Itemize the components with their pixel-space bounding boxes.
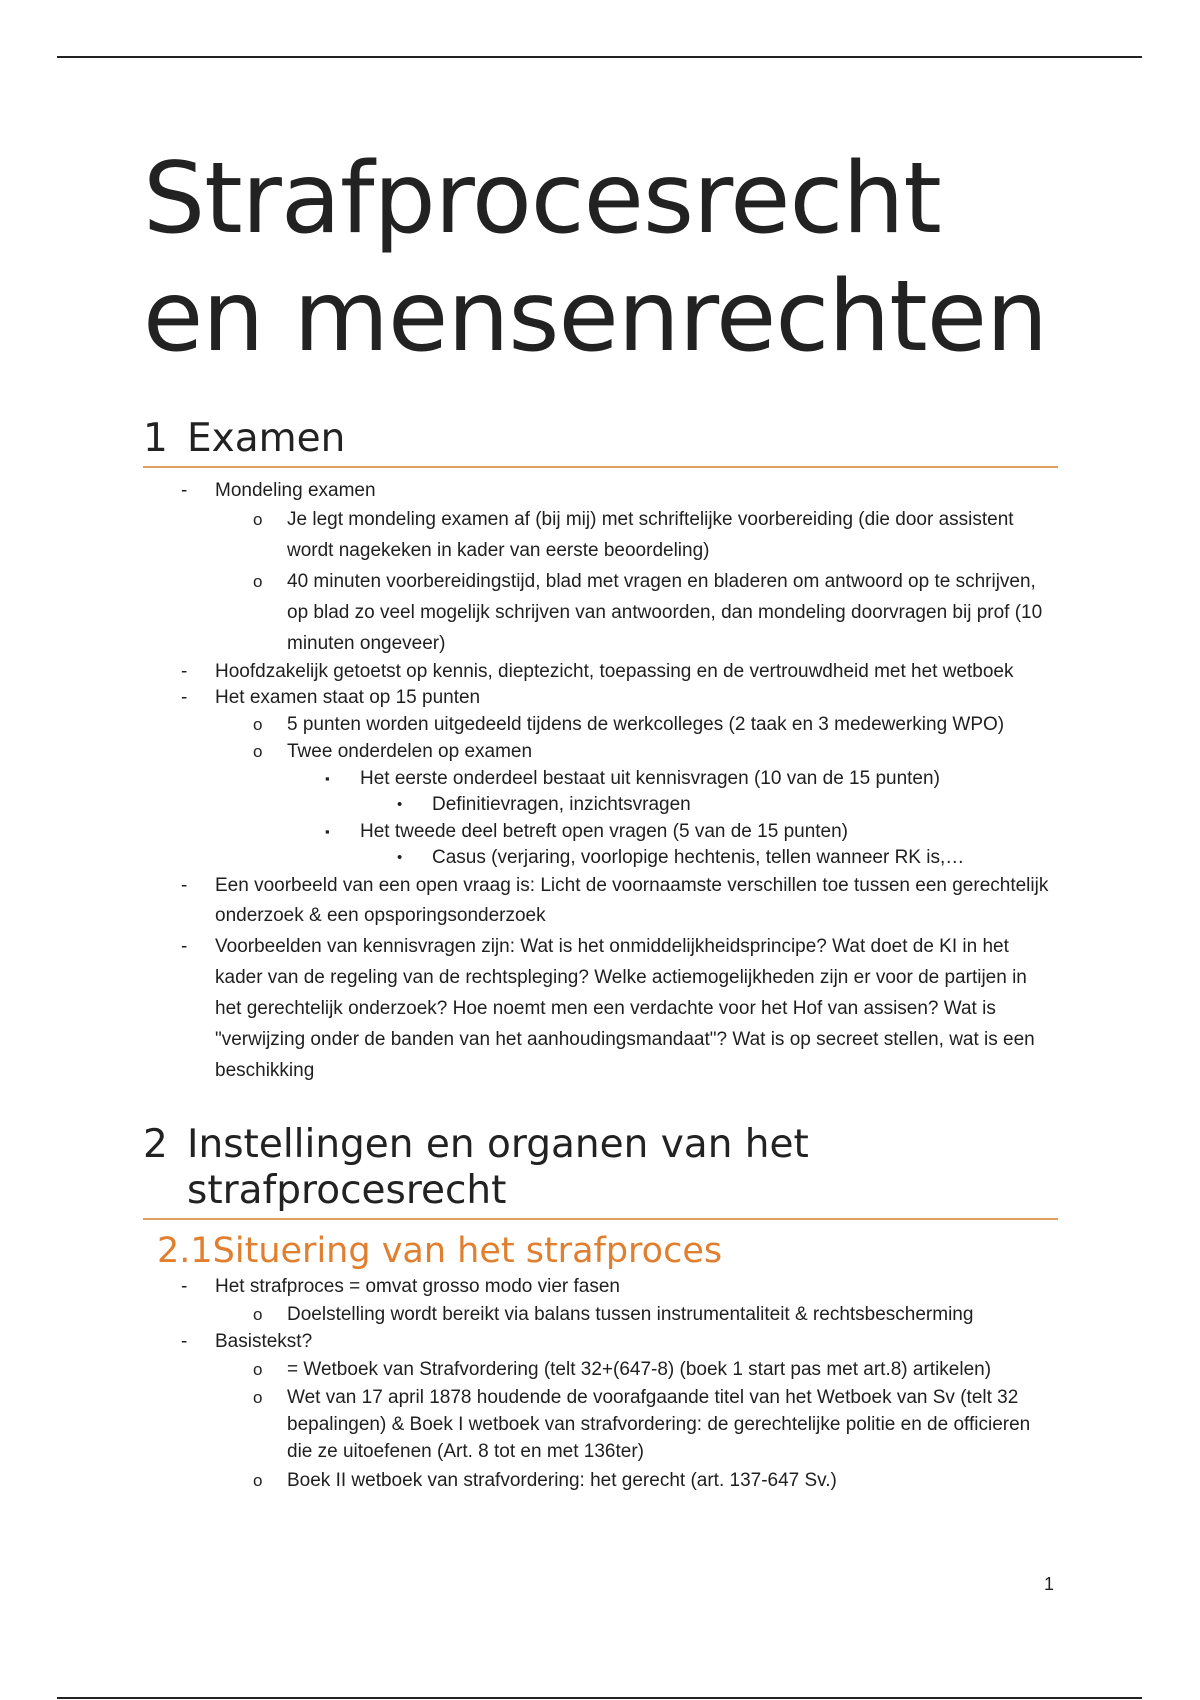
dash-marker: - (181, 1331, 188, 1352)
item-text: Basistekst? (215, 1331, 313, 1352)
list-item (143, 685, 1058, 871)
bottom-rule (57, 1697, 1142, 1699)
circle-marker: o (253, 742, 263, 761)
circle-marker: o (253, 1360, 263, 1379)
list-item (143, 478, 1058, 659)
dash-marker: - (181, 480, 188, 501)
item-text: Hoofdzakelijk getoetst op kennis, dieptezicht, toepassing en de vertrouwdheid met het wetboek (215, 661, 1014, 682)
item-text: Voorbeelden van kennisvragen zijn: Wat is het onmiddelijkheidsprincipe? Wat doet de KI in het kader van de regeling van de rechtspleging? Welke actiemogelijkheden zijn er voor de partijen in het gerechtelijk onderzoek? Hoe noemt men een verdachte voor het Hof van assisen? Wat is "verwijzing onder de banden van het aanhoudingsmandaat"? Wat is op secreet stellen, wat is een beschikking (215, 936, 1035, 1081)
section-title: Examen (187, 416, 346, 461)
item-text: 5 punten worden uitgedeeld tijdens de werkcolleges (2 taak en 3 medewerking WPO) (287, 714, 1005, 735)
sub-list (215, 1355, 1058, 1496)
detail-list (360, 845, 1058, 871)
list-item (143, 818, 1058, 871)
section-1-heading (143, 416, 1058, 468)
item-text: Een voorbeeld van een open vraag is: Licht de voornaamste verschillen toe tussen een gerechtelijk onderzoek & een opsporingsonderzoek (215, 875, 1049, 926)
item-text: Mondeling examen (215, 480, 376, 501)
document-page (143, 140, 1058, 1496)
list-item (143, 931, 1058, 1086)
sub-sub-list (287, 765, 1058, 871)
page-number: 1 (1044, 1574, 1055, 1594)
square-marker: ▪ (325, 824, 330, 839)
subsection-2-1-heading (157, 1230, 1058, 1272)
item-text: Twee onderdelen op examen (287, 741, 533, 762)
subsection-title: Situering van het strafproces (212, 1231, 723, 1271)
dash-marker: - (181, 875, 188, 896)
circle-marker: o (253, 1388, 263, 1407)
dot-marker: • (397, 849, 403, 866)
sub-list (215, 504, 1058, 659)
section-number: 2 (143, 1122, 168, 1167)
item-text: Het examen staat op 15 punten (215, 687, 481, 708)
title-line-1: Strafprocesrecht (143, 142, 941, 256)
dash-marker: - (181, 1276, 188, 1297)
list-item (143, 566, 1058, 659)
dash-marker: - (181, 687, 188, 708)
item-text: Wet van 17 april 1878 houdende de voorafgaande titel van het Wetboek van Sv (telt 32 bepalingen) & Boek I wetboek van strafvordering: de gerechtelijke politie en de officieren die ze uitoefenen (Art. 8 tot en met 136ter) (287, 1387, 1031, 1462)
list-item (143, 711, 1058, 738)
circle-marker: o (253, 1471, 263, 1490)
dot-marker: • (397, 796, 403, 813)
circle-marker: o (253, 715, 263, 734)
list-item (143, 1355, 1058, 1384)
section-2-heading (143, 1122, 1058, 1220)
list-item (143, 1465, 1058, 1496)
section-1-list (143, 478, 1058, 1086)
dash-marker: - (181, 936, 188, 957)
list-item (143, 1384, 1058, 1465)
dash-marker: - (181, 661, 188, 682)
title-line-2: en mensenrechten (143, 260, 1048, 374)
item-text: Boek II wetboek van strafvordering: het gerecht (art. 137-647 Sv.) (287, 1470, 837, 1491)
item-text: Casus (verjaring, voorlopige hechtenis, tellen wanneer RK is,… (432, 847, 965, 868)
square-marker: ▪ (325, 771, 330, 786)
circle-marker: o (253, 1305, 263, 1324)
item-text: = Wetboek van Strafvordering (telt 32+(647-8) (boek 1 start pas met art.8) artikelen) (287, 1359, 992, 1380)
item-text: 40 minuten voorbereidingstijd, blad met vragen en bladeren om antwoord op te schrijven, op blad zo veel mogelijk schrijven van antwoorden, dan mondeling doorvragen bij prof (10 minuten ongeveer) (287, 571, 1043, 654)
list-item (143, 504, 1058, 566)
item-text: Het eerste onderdeel bestaat uit kennisvragen (10 van de 15 punten) (360, 768, 940, 789)
list-item (143, 738, 1058, 871)
item-text: Definitievragen, inzichtsvragen (432, 794, 691, 815)
list-item (143, 792, 1058, 818)
circle-marker: o (253, 510, 263, 529)
section-number: 1 (143, 416, 168, 461)
item-text: Het strafproces = omvat grosso modo vier fasen (215, 1276, 620, 1297)
list-item (143, 1274, 1058, 1329)
document-title (143, 140, 1058, 376)
top-rule (57, 56, 1142, 58)
list-item (143, 1329, 1058, 1496)
list-item (143, 1300, 1058, 1329)
item-text: Het tweede deel betreft open vragen (5 van de 15 punten) (360, 821, 849, 842)
sub-list (215, 711, 1058, 871)
list-item (143, 765, 1058, 818)
item-text: Je legt mondeling examen af (bij mij) met schriftelijke voorbereiding (die door assistent wordt nagekeken in kader van eerste beoordeling) (287, 509, 1014, 561)
subsection-number: 2.1 (157, 1231, 213, 1271)
list-item (143, 845, 1058, 871)
item-text: Doelstelling wordt bereikt via balans tussen instrumentaliteit & rechtsbescherming (287, 1304, 974, 1325)
section-title: Instellingen en organen van het strafprocesrecht (187, 1122, 809, 1213)
list-item (143, 659, 1058, 685)
sub-list (215, 1300, 1058, 1329)
detail-list (360, 792, 1058, 818)
circle-marker: o (253, 572, 263, 591)
list-item (143, 871, 1058, 931)
section-2-list (143, 1274, 1058, 1496)
